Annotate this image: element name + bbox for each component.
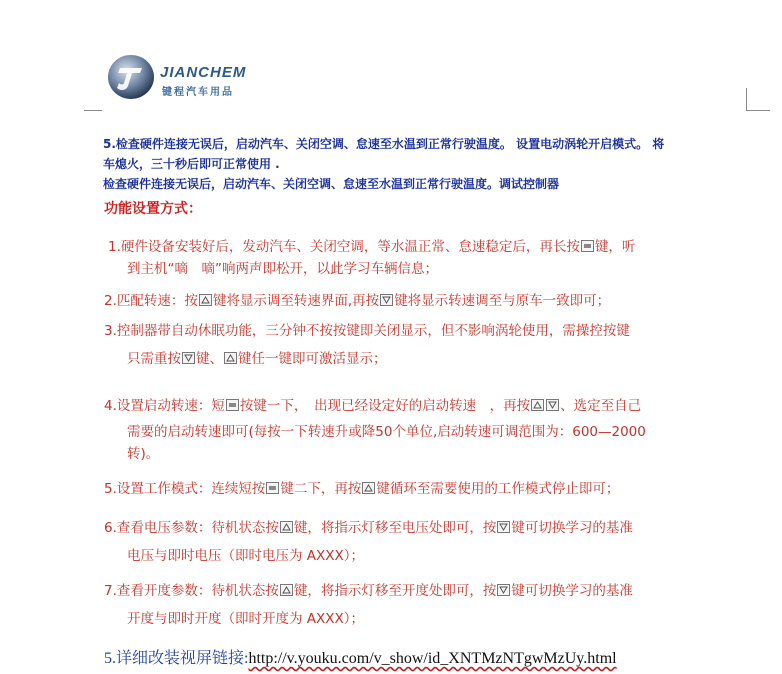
- crop-mark-right-vertical: [746, 88, 747, 110]
- down-key-icon: [546, 399, 559, 411]
- section-heading: 功能设置方式：: [104, 201, 202, 217]
- up-key-icon: [280, 584, 293, 596]
- logo-text-cn: 键程汽车用品: [162, 87, 234, 98]
- up-key-icon: [531, 399, 544, 411]
- video-link-line: [104, 645, 764, 668]
- instruction-item-1: 1.硬件设备安装好后，发动汽车、关闭空调，等水温正常、怠速稳定后，再长按 键，听 到主机“嘀 嘀”响两声即松开，以此学习车辆信息；: [108, 239, 636, 277]
- up-key-icon: [280, 521, 293, 533]
- note-line-3: 检查硬件连接无误后，启动汽车、关闭空调、怠速至水温到正常行驶温度。调试控制器: [103, 177, 560, 191]
- down-key-icon: [182, 352, 195, 364]
- down-key-icon: [380, 294, 393, 306]
- note-line-1: 5.检查硬件连接无误后，启动汽车、关闭空调、怠速至水温到正常行驶温度。 设置电动涡轮开启模式。 将: [103, 137, 665, 151]
- video-link-prefix: 5.详细改装视屏链接:: [104, 650, 249, 667]
- instruction-item-2: 2.匹配转速：按 键将显示调至转速界面,再按 键将显示转速调至与原车一致即可；: [104, 293, 611, 309]
- up-key-icon: [362, 482, 375, 494]
- menu-key-icon: [581, 240, 594, 252]
- instruction-item-7: 7.查看开度参数：待机状态按 键，将指示灯移至开度处即可，按 键可切换学习的基准 开度与即时开度（即时开度为 AXXX）；: [104, 583, 633, 627]
- up-key-icon: [224, 352, 237, 364]
- logo-text-en: JIANCHEM: [160, 64, 247, 81]
- note-line-2: 车熄火，三十秒后即可正常使用 .: [103, 157, 280, 171]
- video-link-url[interactable]: http://v.youku.com/v_show/id_XNTMzNTgwMzUy.html: [248, 650, 617, 667]
- up-key-icon: [199, 294, 212, 306]
- instruction-item-4: 4.设置启动转速：短 按键一下， 出现已经设定好的启动转速 ，再按 、选定至自己 需要的启动转速即可(每按一下转速升或降50个单位,启动转速可调范围为：600—2000 转)。: [104, 398, 646, 462]
- instruction-item-5: 5.设置工作模式：连续短按 键二下，再按 键循环至需要使用的工作模式停止即可；: [104, 481, 620, 497]
- menu-key-icon: [226, 399, 239, 411]
- down-key-icon: [497, 584, 510, 596]
- crop-mark-left: [84, 110, 102, 111]
- crop-mark-right-horizontal: [746, 110, 770, 111]
- instruction-item-3: 3.控制器带自动休眠功能，三分钟不按按键即关闭显示，但不影响涡轮使用，需操控按键 只需重按 键、 键任一键即可激活显示；: [104, 323, 630, 367]
- instruction-item-6: 6.查看电压参数：待机状态按 键，将指示灯移至电压处即可，按 键可切换学习的基准 电压与即时电压（即时电压为 AXXX）；: [104, 520, 633, 564]
- brand-emblem-icon: [106, 52, 156, 102]
- brand-logo: [106, 52, 286, 104]
- down-key-icon: [497, 521, 510, 533]
- menu-key-icon: [266, 482, 279, 494]
